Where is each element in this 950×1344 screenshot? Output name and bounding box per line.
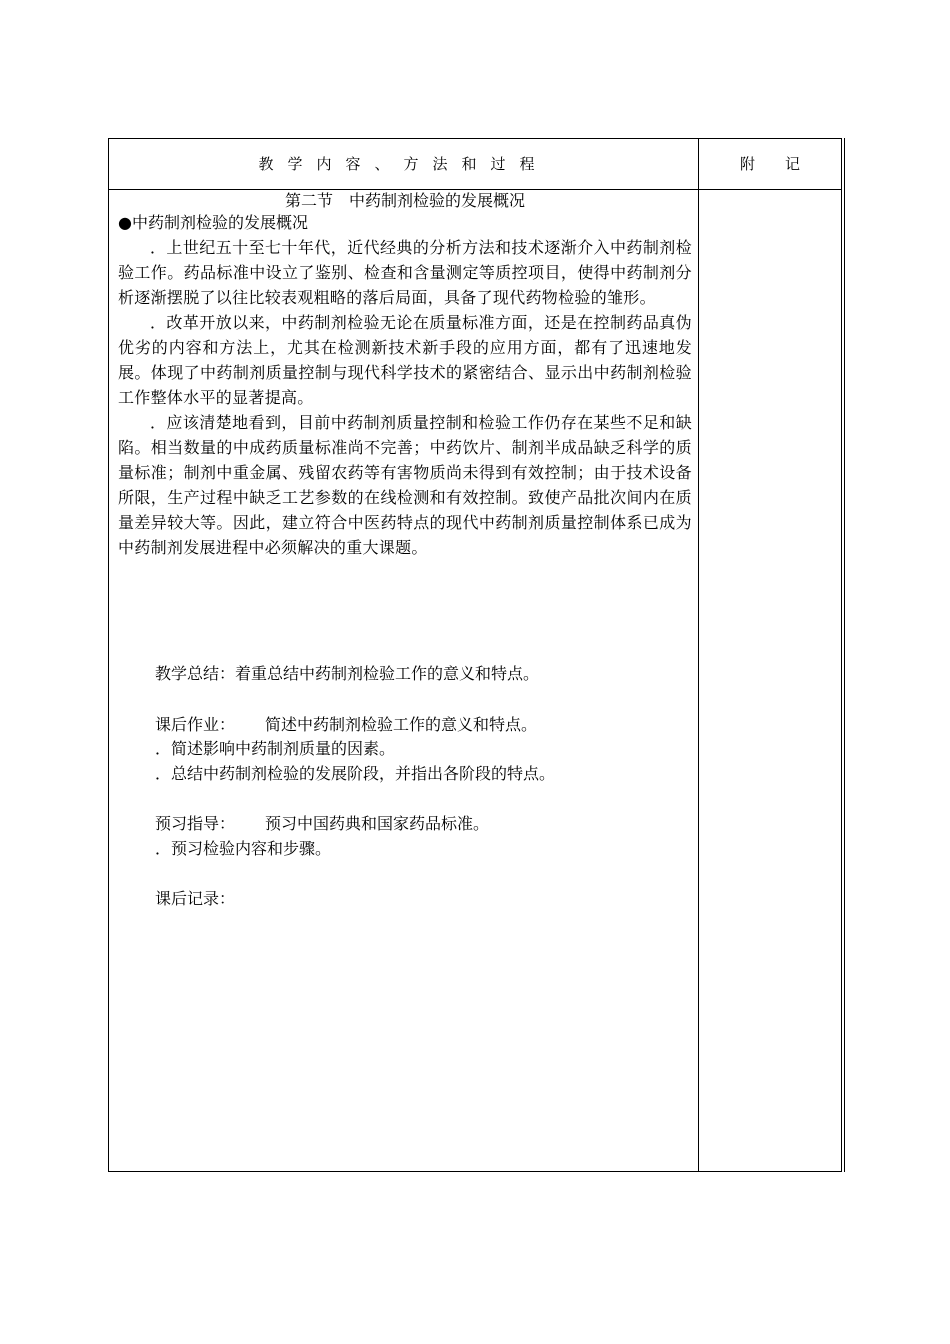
bullet-heading: ●中药制剂检验的发展概况	[118, 213, 308, 232]
teaching-summary	[155, 661, 539, 686]
table-header-row	[109, 139, 841, 190]
after-class-record: 课后记录：	[155, 889, 236, 908]
main-content-cell	[118, 191, 692, 560]
preview-first: 预习中国药典和国家药品标准。	[265, 814, 490, 833]
paragraph-3: ．应该清楚地看到，目前中药制剂质量控制和检验工作仍存在某些不足和缺陷。相当数量的中成药质量标准尚不完善；中药饮片、制剂半成品缺乏科学的质量标准；制剂中重金属、残留农药等有害物质尚未得到有效控制；由于技术设备所限，生产过程中缺乏工艺参数的在线检测和有效控制。致使产品批次间内在质量差异较大等。因此，建立符合中医药特点的现代中药制剂质量控制体系已成为中药制剂发展进程中必须解决的重大课题。	[118, 413, 692, 557]
preview-item-1: ．预习检验内容和步骤。	[155, 839, 332, 858]
homework-label: 课后作业：	[155, 715, 236, 734]
preview-line	[155, 811, 489, 836]
header-notes: 附记	[739, 155, 830, 173]
homework-line	[155, 712, 537, 737]
summary-text: 着重总结中药制剂检验工作的意义和特点。	[235, 664, 540, 683]
summary-label: 教学总结：	[155, 664, 236, 683]
preview-label: 预习指导：	[155, 814, 236, 833]
homework-item-2: ．总结中药制剂检验的发展阶段，并指出各阶段的特点。	[155, 764, 556, 783]
column-divider	[698, 139, 699, 1171]
lesson-plan-table	[108, 138, 842, 1172]
paragraph-2: ．改革开放以来，中药制剂检验无论在质量标准方面，还是在控制药品真伪优劣的内容和方法上，尤其在检测新技术新手段的应用方面，都有了迅速地发展。体现了中药制剂质量控制与现代科学技术的紧密结合、显示出中药制剂检验工作整体水平的显著提高。	[118, 313, 692, 407]
section-title: 第二节 中药制剂检验的发展概况	[284, 191, 525, 210]
header-teaching-content: 教学内容、方法和过程	[258, 155, 549, 173]
homework-first: 简述中药制剂检验工作的意义和特点。	[265, 715, 538, 734]
paragraph-1: ．上世纪五十至七十年代，近代经典的分析方法和技术逐渐介入中药制剂检验工作。药品标准中设立了鉴别、检查和含量测定等质控项目，使得中药制剂分析逐渐摆脱了以往比较表观粗略的落后局面，具备了现代药物检验的雏形。	[118, 238, 692, 307]
homework-item-1: ．简述影响中药制剂质量的因素。	[155, 739, 396, 758]
